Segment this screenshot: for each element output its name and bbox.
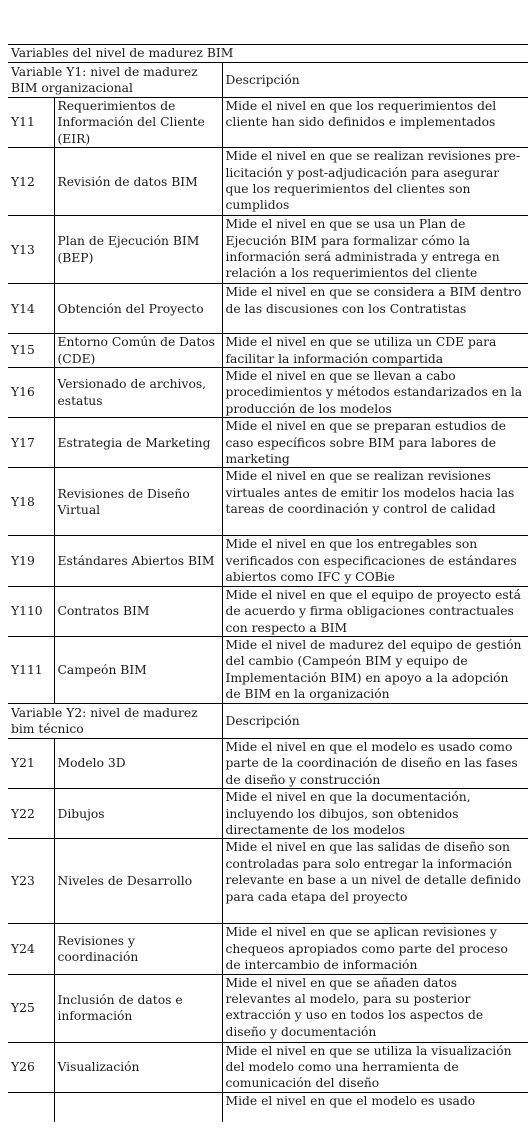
variable-description: Mide el nivel en que el modelo es usado como parte de la coordinación de diseño en las fases de diseño y construcción xyxy=(222,738,528,788)
variable-name: Entorno Común de Datos (CDE) xyxy=(54,334,222,368)
variable-description: Mide el nivel en que se añaden datos relevantes al modelo, para su posterior extracción y uso en todos los aspectos de diseño y documentación xyxy=(222,974,528,1042)
variable-description: Mide el nivel en que se considera a BIM dentro de las discusiones con los Contratistas xyxy=(222,284,528,334)
variable-description: Mide el nivel en que se realizan revisiones virtuales antes de emitir los modelos hacia las tareas de coordinación y control de calidad xyxy=(222,468,528,536)
variable-name: Obtención del Proyecto xyxy=(54,284,222,334)
table-row xyxy=(8,284,528,334)
variable-description: Mide el nivel en que los requerimientos del cliente han sido definidos e implementados xyxy=(222,98,528,148)
variable-code xyxy=(8,1092,54,1122)
variable-code: Y19 xyxy=(8,536,54,586)
table-row xyxy=(8,216,528,284)
table-row xyxy=(8,636,528,703)
variable-code: Y11 xyxy=(8,98,54,148)
variable-name: Campeón BIM xyxy=(54,636,222,703)
variable-description: Mide el nivel de madurez del equipo de gestión del cambio (Campeón BIM y equipo de Implementación BIM) en apoyo a la adopción de BIM en la organización xyxy=(222,636,528,703)
variable-name: Visualización xyxy=(54,1042,222,1092)
table-row xyxy=(8,368,528,418)
table-row xyxy=(8,98,528,148)
table-caption-row xyxy=(8,45,528,63)
variable-code: Y15 xyxy=(8,334,54,368)
section-header-variable: Variable Y2: nivel de madurez bim técnico xyxy=(8,703,222,738)
variable-code: Y18 xyxy=(8,468,54,536)
variable-code: Y16 xyxy=(8,368,54,418)
variable-name: Contratos BIM xyxy=(54,586,222,636)
variable-code: Y24 xyxy=(8,924,54,974)
variable-description: Mide el nivel en que se usa un Plan de Ejecución BIM para formalizar cómo la información será administrada y entrega en relación a los requerimientos del cliente xyxy=(222,216,528,284)
variable-code: Y110 xyxy=(8,586,54,636)
variable-code: Y13 xyxy=(8,216,54,284)
document-page xyxy=(8,44,528,1122)
table-row xyxy=(8,1092,528,1122)
variable-code: Y21 xyxy=(8,738,54,788)
variable-code: Y26 xyxy=(8,1042,54,1092)
variable-description: Mide el nivel en que los entregables son verificados con especificaciones de estándares abiertos como IFC y COBie xyxy=(222,536,528,586)
table-row xyxy=(8,1042,528,1092)
table-row xyxy=(8,924,528,974)
variable-description: Mide el nivel en que se utiliza un CDE para facilitar la información compartida xyxy=(222,334,528,368)
variable-description: Mide el nivel en que se aplican revisiones y chequeos apropiados como parte del proceso de intercambio de información xyxy=(222,924,528,974)
table-caption: Variables del nivel de madurez BIM xyxy=(8,45,528,63)
variable-code: Y111 xyxy=(8,636,54,703)
variable-name: Requerimientos de Información del Cliente (EIR) xyxy=(54,98,222,148)
table-row xyxy=(8,586,528,636)
variable-name: Revisiones y coordinación xyxy=(54,924,222,974)
variable-description: Mide el nivel en que la documentación, incluyendo los dibujos, son obtenidos directamente de los modelos xyxy=(222,789,528,839)
variable-name xyxy=(54,1092,222,1122)
variable-description: Mide el nivel en que se preparan estudios de caso específicos sobre BIM para labores de marketing xyxy=(222,418,528,468)
variable-code: Y22 xyxy=(8,789,54,839)
section-header-row xyxy=(8,63,528,98)
section-header-description: Descripción xyxy=(222,703,528,738)
bim-maturity-table xyxy=(8,44,528,1122)
variable-name: Niveles de Desarrollo xyxy=(54,839,222,924)
section-header-description: Descripción xyxy=(222,63,528,98)
variable-name: Revisiones de Diseño Virtual xyxy=(54,468,222,536)
variable-description: Mide el nivel en que se utiliza la visualización del modelo como una herramienta de comunicación del diseño xyxy=(222,1042,528,1092)
table-row xyxy=(8,418,528,468)
variable-code: Y14 xyxy=(8,284,54,334)
table-row xyxy=(8,536,528,586)
variable-code: Y25 xyxy=(8,974,54,1042)
table-row xyxy=(8,839,528,924)
section-header-row xyxy=(8,703,528,738)
variable-name: Estrategia de Marketing xyxy=(54,418,222,468)
variable-description: Mide el nivel en que se realizan revisiones pre-licitación y post-adjudicación para asegurar que los requerimientos del clientes son cumplidos xyxy=(222,148,528,216)
section-header-variable: Variable Y1: nivel de madurez BIM organizacional xyxy=(8,63,222,98)
variable-name: Modelo 3D xyxy=(54,738,222,788)
variable-code: Y12 xyxy=(8,148,54,216)
table-row xyxy=(8,468,528,536)
table-row xyxy=(8,974,528,1042)
table-row xyxy=(8,789,528,839)
variable-name: Versionado de archivos, estatus xyxy=(54,368,222,418)
variable-description: Mide el nivel en que las salidas de diseño son controladas para solo entregar la información relevante en base a un nivel de detalle definido para cada etapa del proyecto xyxy=(222,839,528,924)
table-row xyxy=(8,334,528,368)
variable-description: Mide el nivel en que el equipo de proyecto está de acuerdo y firma obligaciones contractuales con respecto a BIM xyxy=(222,586,528,636)
variable-code: Y17 xyxy=(8,418,54,468)
variable-name: Dibujos xyxy=(54,789,222,839)
variable-name: Estándares Abiertos BIM xyxy=(54,536,222,586)
variable-description: Mide el nivel en que el modelo es usado xyxy=(225,1093,476,1108)
variable-name: Revisión de datos BIM xyxy=(54,148,222,216)
variable-description: Mide el nivel en que se llevan a cabo procedimientos y métodos estandarizados en la producción de los modelos xyxy=(222,368,528,418)
table-row xyxy=(8,738,528,788)
variable-code: Y23 xyxy=(8,839,54,924)
variable-name: Plan de Ejecución BIM (BEP) xyxy=(54,216,222,284)
table-row xyxy=(8,148,528,216)
variable-name: Inclusión de datos e información xyxy=(54,974,222,1042)
